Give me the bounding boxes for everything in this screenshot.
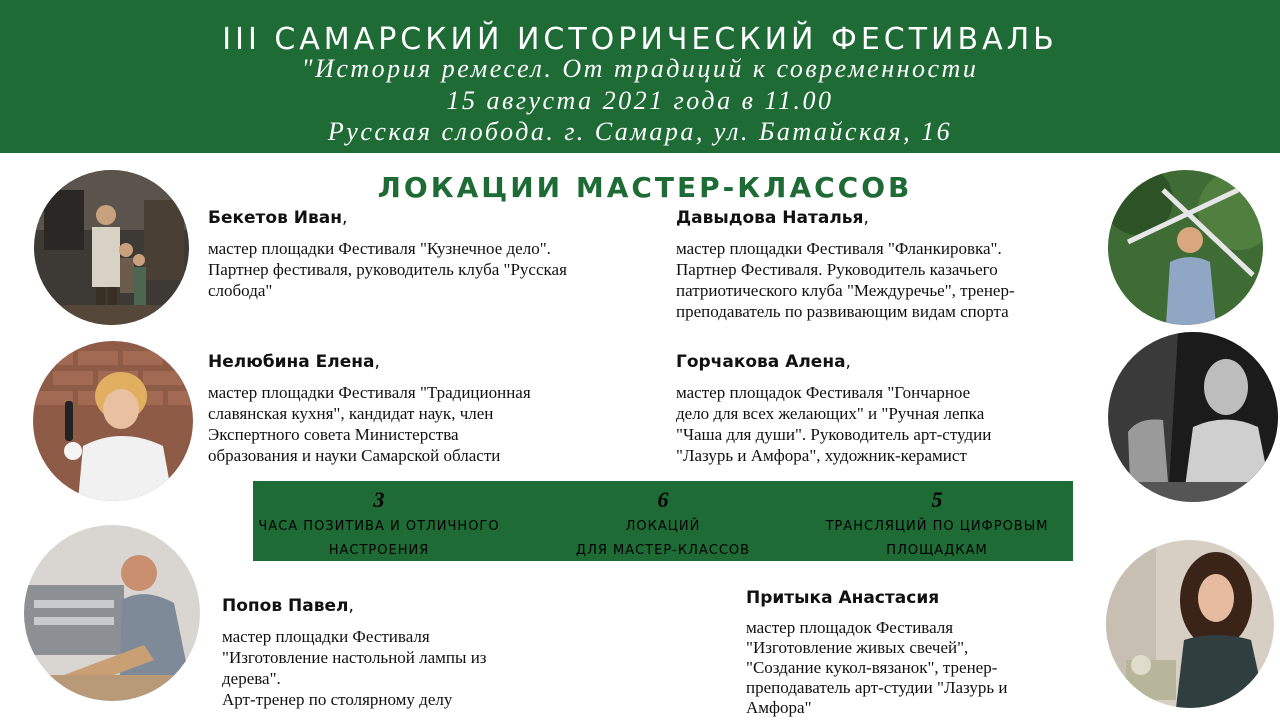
- person-name: Бекетов Иван,: [208, 208, 348, 228]
- person-gorchakova: [676, 352, 991, 466]
- person-beketov: [208, 208, 567, 301]
- person-name: Нелюбина Елена,: [208, 352, 380, 372]
- person-name: Горчакова Алена,: [676, 352, 851, 372]
- person-description: мастер площадок Фестиваля "Гончарное дело для всех желающих" и "Ручная лепка "Чаша для души". Руководитель арт-студии "Лазурь и Амфора", художник-керамист: [676, 383, 992, 465]
- photo-pritika: [1106, 540, 1274, 708]
- person-davydova: [676, 208, 1015, 322]
- stat-broadcasts: [809, 481, 1065, 561]
- person-description: мастер площадки Фестиваля "Традиционная славянская кухня", кандидат наук, член Экспертного совета Министерства образования и науки Самарской области: [208, 383, 531, 465]
- photo-gorchakova: [1108, 332, 1278, 502]
- stat-locations: [553, 481, 773, 561]
- photo-nelyubina: [33, 341, 193, 501]
- stat-number: 6: [657, 487, 669, 512]
- festival-date: 15 августа 2021 года в 11.00: [446, 86, 834, 115]
- person-name: Давыдова Наталья,: [676, 208, 869, 228]
- person-description: мастер площадки Фестиваля "Фланкировка". Партнер Фестиваля. Руководитель казачьего патриотического клуба "Междуречье", тренер- преподаватель по развивающим видам спорта: [676, 239, 1015, 321]
- person-nelyubina: [208, 352, 531, 466]
- photo-beketov: [34, 170, 189, 325]
- stat-number: 5: [931, 487, 943, 512]
- stat-number: 3: [373, 487, 385, 512]
- person-pritika: [746, 588, 1007, 718]
- stat-label: ТРАНСЛЯЦИЙ ПО ЦИФРОВЫМ ПЛОЩАДКАМ: [825, 519, 1049, 558]
- person-description: мастер площадок Фестиваля "Изготовление живых свечей", "Создание кукол-вязанок", тренер- преподаватель арт-студии "Лазурь и Амфора": [746, 618, 1008, 717]
- person-name: Попов Павел,: [222, 596, 354, 616]
- photo-popov: [24, 525, 200, 701]
- festival-subtitle: "История ремесел. От традиций к современности: [301, 54, 979, 83]
- header-banner: [0, 0, 1280, 153]
- stats-banner: [253, 481, 1073, 561]
- person-name: Притыка Анастасия: [746, 588, 940, 608]
- stat-label: ЧАСА ПОЗИТИВА И ОТЛИЧНОГО НАСТРОЕНИЯ: [258, 519, 500, 558]
- person-description: мастер площадки Фестиваля "Изготовление настольной лампы из дерева". Арт-тренер по столярному делу: [222, 627, 487, 709]
- person-description: мастер площадки Фестиваля "Кузнечное дело". Партнер фестиваля, руководитель клуба "Русская слобода": [208, 239, 567, 300]
- festival-title: III САМАРСКИЙ ИСТОРИЧЕСКИЙ ФЕСТИВАЛЬ: [222, 22, 1058, 57]
- stat-hours: [253, 481, 505, 561]
- person-popov: [222, 596, 487, 710]
- festival-location: Русская слобода. г. Самара, ул. Батайская, 16: [327, 117, 953, 146]
- photo-davydova: [1108, 170, 1263, 325]
- stat-label: ЛОКАЦИЙ ДЛЯ МАСТЕР-КЛАССОВ: [575, 519, 751, 558]
- section-title: ЛОКАЦИИ МАСТЕР-КЛАССОВ: [377, 171, 913, 204]
